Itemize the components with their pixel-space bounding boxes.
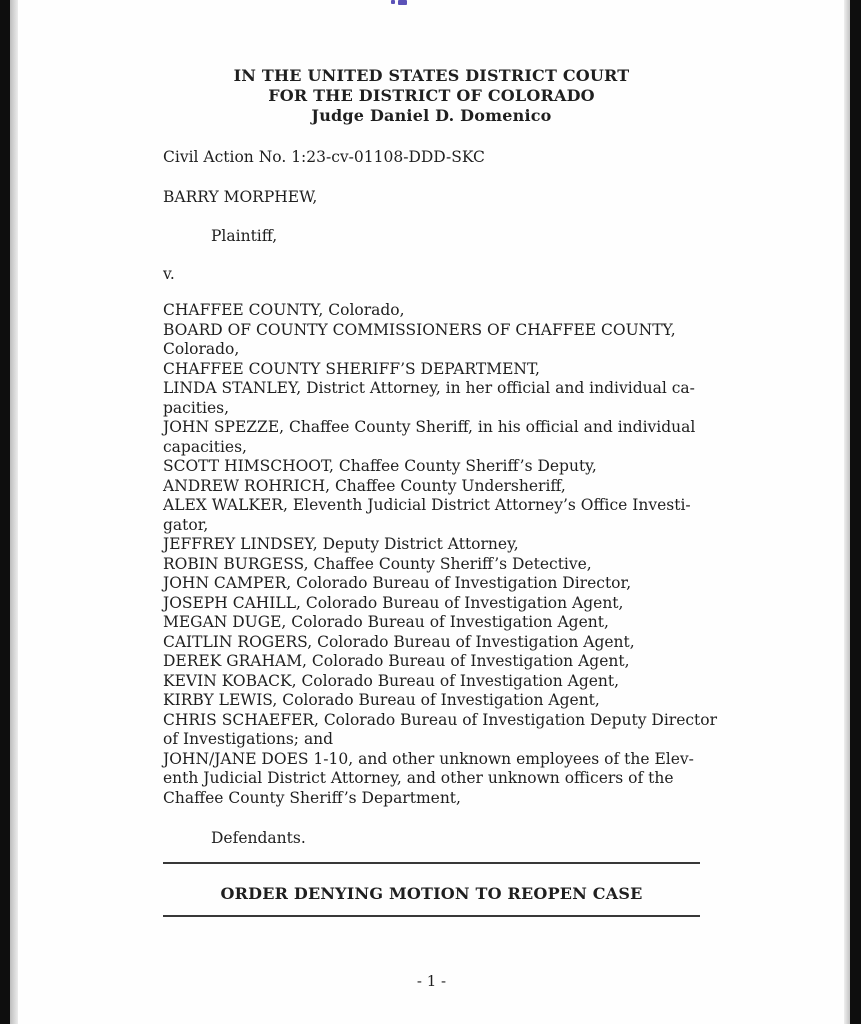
defendant-line: ANDREW ROHRICH, Chaffee County Undersheriff, [163, 476, 566, 495]
defendant-line: MEGAN DUGE, Colorado Bureau of Investigation Agent, [163, 613, 609, 631]
separator-rule-top [163, 862, 700, 864]
court-header-line-3: Judge Daniel D. Domenico [311, 106, 552, 125]
defendant-line: JOSEPH CAHILL, Colorado Bureau of Investigation Agent, [163, 593, 624, 612]
defendant-line: KEVIN KOBACK, Colorado Bureau of Investigation Agent, [163, 671, 620, 690]
defendant-line: pacities, [163, 398, 230, 417]
civil-action-number: Civil Action No. 1:23-cv-01108-DDD-SKC [163, 148, 485, 166]
defendant-line: CAITLIN ROGERS, Colorado Bureau of Investigation Agent, [163, 632, 635, 651]
court-document-page [163, 0, 718, 991]
viewer-right-black-bar [850, 0, 861, 1024]
defendant-line: capacities, [163, 437, 247, 456]
defendant-line: JOHN CAMPER, Colorado Bureau of Investigation Director, [163, 574, 632, 592]
defendants-list [163, 301, 718, 808]
defendant-line: LINDA STANLEY, District Attorney, in her official and individual ca- [163, 379, 695, 397]
cropped-link-fragment[interactable] [391, 0, 407, 5]
defendant-line: BOARD OF COUNTY COMMISSIONERS OF CHAFFEE COUNTY, [163, 320, 676, 339]
viewer-left-black-bar [0, 0, 10, 1024]
defendant-line: KIRBY LEWIS, Colorado Bureau of Investigation Agent, [163, 691, 600, 709]
defendant-line: JOHN SPEZZE, Chaffee County Sheriff, in his official and individual [163, 418, 696, 436]
defendant-line: CHRIS SCHAEFER, Colorado Bureau of Investigation Deputy Director [163, 710, 718, 729]
defendant-line: Chaffee County Sheriff’s Department, [163, 788, 461, 807]
cropped-link-fragment-mark [398, 0, 407, 5]
defendant-line: ALEX WALKER, Eleventh Judicial District Attorney’s Office Investi- [163, 496, 691, 514]
court-header [163, 66, 700, 126]
defendant-line: SCOTT HIMSCHOOT, Chaffee County Sheriff’s Deputy, [163, 457, 597, 475]
court-header-line-2: FOR THE DISTRICT OF COLORADO [268, 86, 595, 105]
defendant-line: of Investigations; and [163, 730, 334, 748]
defendant-line: Colorado, [163, 340, 240, 358]
versus: v. [163, 264, 175, 283]
plaintiff-name: BARRY MORPHEW, [163, 187, 318, 206]
defendant-line: CHAFFEE COUNTY, Colorado, [163, 301, 405, 319]
defendant-line: ROBIN BURGESS, Chaffee County Sheriff’s Detective, [163, 554, 592, 573]
court-header-line-1: IN THE UNITED STATES DISTRICT COURT [233, 66, 630, 85]
defendant-line: JEFFREY LINDSEY, Deputy District Attorney, [163, 535, 519, 553]
separator-rule-bottom [163, 915, 700, 917]
defendant-line: gator, [163, 515, 209, 534]
defendant-line: DEREK GRAHAM, Colorado Bureau of Investigation Agent, [163, 652, 630, 670]
order-title: ORDER DENYING MOTION TO REOPEN CASE [220, 883, 643, 903]
defendant-line: enth Judicial District Attorney, and other unknown officers of the [163, 769, 674, 787]
viewer-left-page-edge [10, 0, 18, 1024]
defendant-line: CHAFFEE COUNTY SHERIFF’S DEPARTMENT, [163, 359, 540, 378]
plaintiff-label: Plaintiff, [211, 227, 278, 245]
cropped-link-fragment-mark [391, 0, 395, 4]
defendants-label: Defendants. [211, 829, 306, 847]
page-number: - 1 - [416, 971, 447, 990]
defendant-line: JOHN/JANE DOES 1-10, and other unknown employees of the Elev- [163, 749, 694, 768]
